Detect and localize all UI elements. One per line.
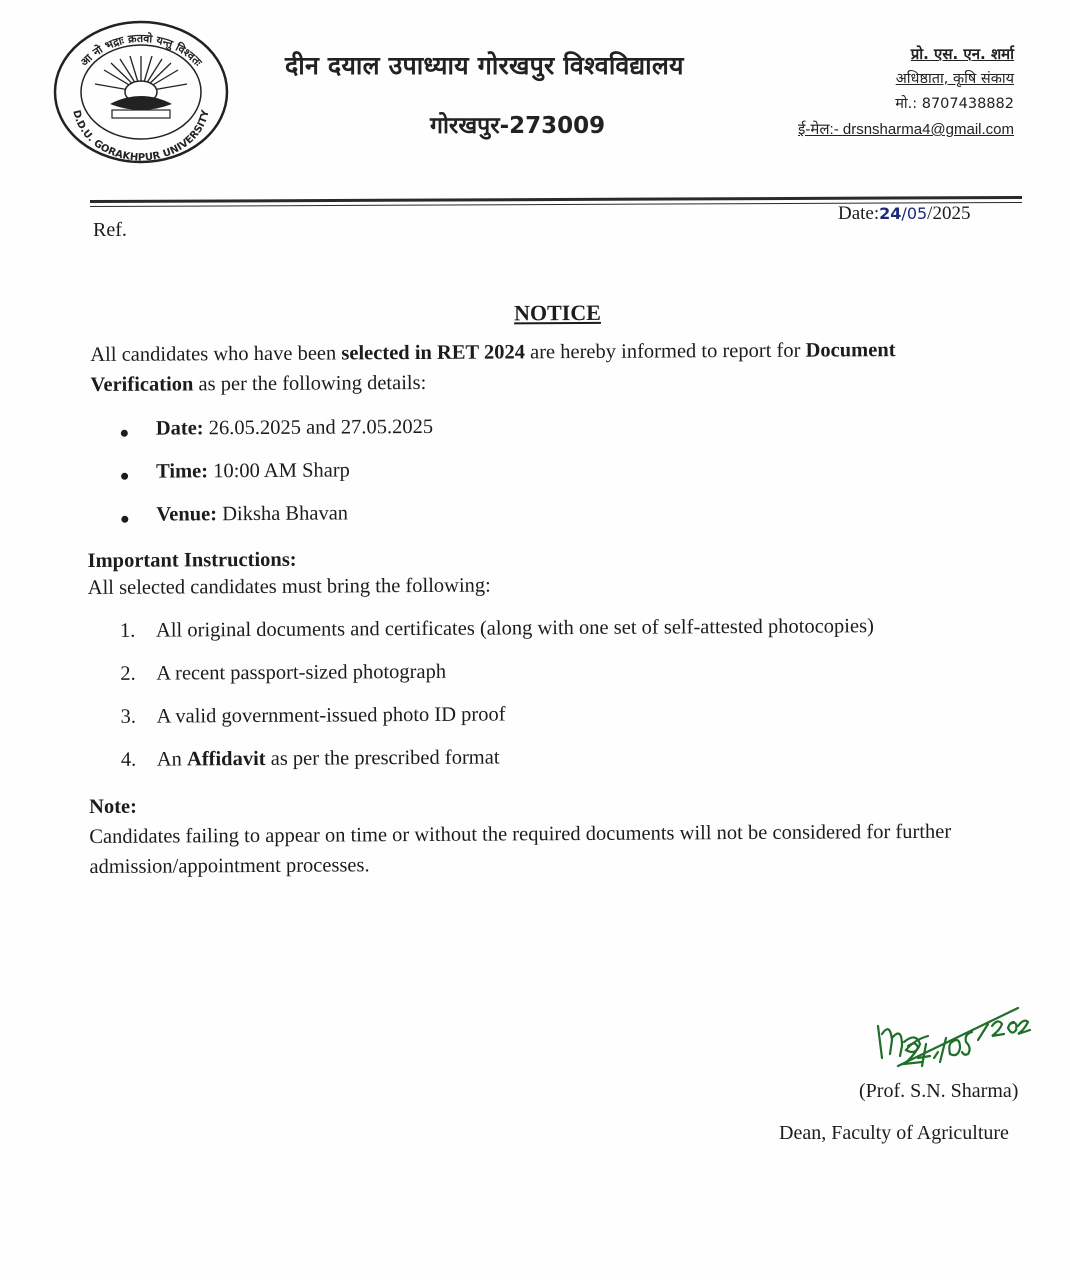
- handwritten-signature: [868, 996, 1038, 1082]
- instructions-subheading: All selected candidates must bring the following:: [87, 574, 491, 600]
- contact-name: प्रो. एस. एन. शर्मा: [910, 45, 1014, 63]
- date-year: /2025: [927, 203, 971, 224]
- university-seal-logo: [52, 18, 230, 166]
- university-name: दीन दयाल उपाध्याय गोरखपुर विश्वविद्यालय: [285, 51, 684, 80]
- bullet-icon: [121, 473, 128, 480]
- date-day-handwritten: 24: [879, 204, 902, 223]
- details-list: [121, 415, 434, 547]
- ret-highlight: selected in RET 2024: [341, 341, 526, 365]
- signatory-role: Dean, Faculty of Agriculture: [779, 1122, 1009, 1144]
- note-heading: Note:: [89, 795, 137, 819]
- bullet-icon: [121, 430, 128, 437]
- date-label: Date:: [838, 203, 880, 224]
- ref-label: Ref.: [93, 219, 127, 241]
- instructions-list: [119, 615, 874, 792]
- affidavit-highlight: Affidavit: [186, 747, 266, 771]
- contact-designation: अधिष्ठाता, कृषि संकाय: [895, 71, 1014, 87]
- signatory-name: (Prof. S.N. Sharma): [859, 1080, 1019, 1102]
- note-text: Candidates failing to appear on time or without the required documents will not be considered for further admission/appointment processes.: [89, 820, 952, 879]
- contact-email: ई-मेल:- drsnsharma4@gmail.com: [798, 121, 1014, 138]
- bullet-icon: [121, 516, 128, 523]
- date-month-handwritten: 05: [906, 204, 928, 223]
- seal-hindi-motto: आ नो भद्राः क्रतवो यन्तु विश्वतः: [77, 31, 205, 69]
- university-city: गोरखपुर-273009: [430, 113, 606, 139]
- notice-intro: All candidates who have been selected in RET 2024 are hereby informed to report for Document Verification as per the following details:: [90, 339, 896, 396]
- notice-date: Date:24/05/2025: [838, 203, 971, 224]
- notice-title: NOTICE: [514, 299, 601, 326]
- document-verification-highlight: Document Verification: [90, 339, 896, 396]
- instructions-heading: Important Instructions:: [87, 548, 297, 573]
- contact-mobile: मो.: 8707438882: [895, 96, 1014, 112]
- seal-english-name: D.D.U. GORAKHPUR UNIVERSITY: [70, 109, 212, 164]
- contact-block: [798, 42, 1014, 142]
